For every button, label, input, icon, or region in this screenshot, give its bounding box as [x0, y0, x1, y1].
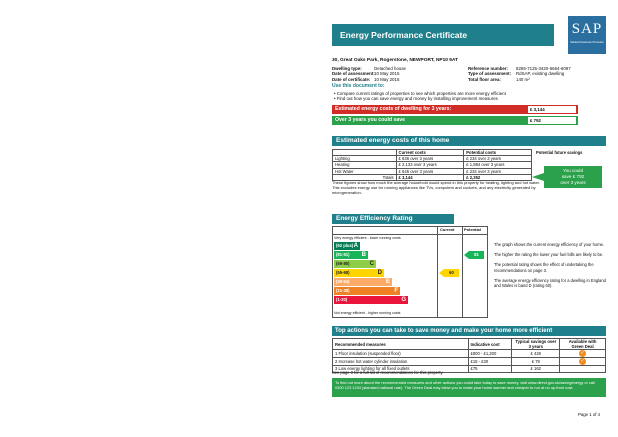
- band-range: (81-91): [336, 252, 350, 257]
- table-row: Lighting £ 636 over 3 years £ 234 over 3 years: [333, 156, 532, 162]
- cost-bar-savings: Over 3 years you could save: [332, 116, 578, 125]
- details-right: [468, 66, 608, 82]
- efficiency-note: The potential rating shows the effect of undertaking the recommendations on page 3.: [494, 262, 594, 273]
- detail-value: 10 May 2015: [374, 76, 400, 82]
- detail-value: 140 m²: [516, 76, 530, 82]
- rating-band-a: [334, 242, 360, 250]
- detail-value: RdSAP, existing dwelling: [516, 71, 565, 77]
- certificate-page: [322, 14, 612, 424]
- rating-band-d: [334, 269, 384, 277]
- rating-band-b: [334, 251, 368, 259]
- detail-value: 10 May 2015: [374, 71, 400, 77]
- green-deal-tick-icon: ✓: [580, 358, 585, 365]
- band-letter: A: [353, 243, 358, 249]
- efficiency-bottom-label: Not energy efficient - higher running costs: [334, 311, 401, 315]
- efficiency-notes: [494, 242, 606, 288]
- use-heading: Use this document to:: [332, 83, 385, 89]
- rating-band-f: [334, 287, 400, 295]
- band-range: (92 plus): [336, 243, 354, 248]
- band-letter: D: [377, 270, 382, 276]
- cost-bar-estimated: Estimated energy costs of dwelling for 3 years:: [332, 105, 578, 114]
- sap-logo-text: SAP: [571, 21, 603, 37]
- see-page-note: See page 3 for a full list of recommendations for this property.: [332, 370, 444, 375]
- band-letter: G: [401, 297, 406, 303]
- actions-table: [332, 338, 606, 373]
- actions-header: Available with Green Deal: [560, 339, 606, 350]
- band-range: (69-80): [336, 261, 350, 266]
- cost-table-header: Current costs: [396, 150, 464, 156]
- band-range: (1-20): [336, 297, 348, 302]
- detail-value: 8265-7125-3420-6664-6097: [516, 66, 571, 71]
- detail-label: Date of assessment:: [332, 71, 375, 77]
- use-bullet: • Find out how you can save energy and money by installing improvement measures: [334, 96, 498, 101]
- efficiency-note: The average energy efficiency rating for a dwelling in England and Wales is band D (rating 60).: [494, 277, 606, 289]
- col-current: Current: [440, 227, 455, 232]
- actions-header: Indicative cost: [468, 339, 512, 350]
- green-deal-tick-icon: ✓: [580, 350, 585, 357]
- green-deal-info-box: To find out more about the recommended measures and other actions you could take today to save money, visit www.direct.gov.uk/savingenergy or call 0300 123 1234 (standard national rate). The Green Deal may allow you to make your home warmer and cheaper to run at no up-front cost.: [332, 378, 606, 397]
- rating-band-g: [334, 296, 408, 304]
- efficiency-note: The higher the rating the lower your fuel bills are likely to be.: [494, 252, 604, 258]
- detail-label: Reference number:: [468, 66, 509, 71]
- cost-bar-savings-value: £ 792: [528, 117, 576, 124]
- rating-band-e: [334, 278, 392, 286]
- cost-bar-estimated-value: £ 3,144: [528, 106, 576, 113]
- potential-rating-arrow: 81: [469, 251, 484, 259]
- header-title: Energy Performance Certificate: [340, 30, 468, 40]
- detail-label: Total floor area:: [468, 76, 501, 82]
- savings-box: You could save £ 792 over 3 years: [544, 166, 602, 188]
- current-rating-arrow: 60: [444, 269, 459, 277]
- efficiency-heading: Energy Efficiency Rating: [336, 215, 413, 222]
- band-letter: E: [385, 279, 390, 285]
- band-letter: F: [394, 288, 398, 294]
- detail-label: Dwelling type:: [332, 66, 362, 71]
- table-row: Hot Water £ 645 over 3 years £ 234 over 3 years: [333, 168, 532, 174]
- table-row: 1 Floor insulation (suspended floor) £800 - £1,200 £ 426 ✓: [333, 350, 606, 358]
- efficiency-note: The graph shows the current energy efficiency of your home.: [494, 242, 605, 247]
- band-range: (39-54): [336, 279, 350, 284]
- rating-band-c: [334, 260, 376, 268]
- savings-header: Potential future savings: [536, 150, 583, 155]
- sap-logo: [568, 16, 606, 54]
- estimated-heading: Estimated energy costs of this home: [336, 137, 450, 144]
- band-range: (21-38): [336, 288, 350, 293]
- detail-label: Date of certificate:: [332, 76, 371, 82]
- sap-logo-subtitle: Standard Assessment Procedure: [570, 42, 604, 44]
- detail-label: Type of assessment:: [468, 71, 512, 77]
- actions-heading: Top actions you can take to save money and make your home more efficient: [335, 328, 553, 334]
- table-row: 3 Low energy lighting for all fixed outlets £75 £ 162: [333, 366, 606, 372]
- band-letter: C: [369, 261, 374, 267]
- table-row: Heating £ 2,133 over 3 years £ 1,884 over 3 years: [333, 162, 532, 168]
- use-bullet: • Compare current ratings of properties to see which properties are more energy efficient: [334, 91, 506, 96]
- page-number: Page 1 of 4: [578, 412, 600, 417]
- efficiency-top-label: Very energy efficient - lower running costs: [334, 236, 401, 240]
- detail-value: Detached house: [374, 66, 406, 71]
- cost-table: [332, 149, 532, 181]
- col-potential: Potential: [464, 227, 481, 232]
- band-range: (55-68): [336, 270, 350, 275]
- cost-note: These figures show how much the average household would spend in this property for heating, lighting and hot water. This excludes energy use for running appliances like TVs, computers and cookers, and any electricity generated by microgeneration.: [332, 180, 540, 195]
- band-letter: B: [361, 252, 366, 258]
- table-row-totals: Totals £ 3,144 £ 2,352: [333, 174, 532, 180]
- cost-table-header: Potential costs: [464, 150, 532, 156]
- table-row: 2 Increase hot water cylinder insulation £15 - £30 £ 78 ✓: [333, 358, 606, 366]
- actions-header: Typical savings over 3 years: [512, 339, 560, 350]
- property-address: 30, Great Oaks Park, Rogerstone, NEWPORT, NP10 9AT: [332, 58, 459, 63]
- actions-header: Recommended measures: [333, 339, 469, 350]
- details-left: [332, 66, 442, 82]
